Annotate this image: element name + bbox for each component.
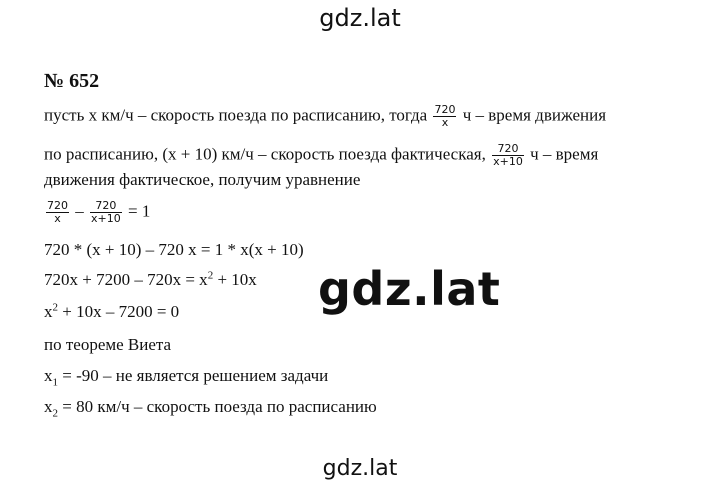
text-line-1	[44, 104, 606, 129]
exponent: 2	[207, 269, 214, 282]
line2-text-b: ч – время	[530, 144, 599, 164]
fraction-denominator: x	[441, 116, 449, 129]
equation-rhs: = 1	[127, 201, 151, 221]
subscript: 1	[52, 376, 58, 389]
line9-part-b: = -90 – не является решением задачи	[58, 366, 329, 385]
equation-fraction-1	[46, 200, 69, 225]
line7-part-b: + 10x – 7200 = 0	[58, 302, 180, 321]
fraction-denominator: x+10	[91, 212, 121, 225]
line10-part-b: = 80 км/ч – скорость поезда по расписанию	[58, 397, 377, 416]
line6-part-b: + 10x	[213, 270, 257, 289]
problem-number: № 652	[44, 70, 100, 92]
line9-part-a: x	[44, 366, 53, 385]
fraction-numerator: 720	[47, 199, 68, 212]
fraction-numerator: 720	[90, 200, 122, 213]
subscript: 2	[52, 407, 58, 420]
text-line-9	[44, 366, 329, 389]
fraction-numerator: 720	[434, 103, 456, 116]
equation-fraction-2	[90, 200, 122, 225]
fraction-denominator: x+10	[493, 155, 523, 168]
line7-part-a: x	[44, 302, 53, 321]
text-line-5: 720 * (x + 10) – 720 x = 1 * x(x + 10)	[44, 240, 304, 259]
text-line-8: по теореме Виета	[44, 335, 172, 354]
text-line-2	[44, 143, 598, 168]
line1-text-b: ч – время движения	[462, 105, 607, 125]
text-line-3: движения фактическое, получим уравнение	[44, 170, 361, 189]
watermark-top: gdz.lat	[319, 4, 401, 32]
watermark-bottom: gdz.lat	[322, 456, 398, 481]
minus-sign: –	[75, 201, 84, 221]
fraction-denominator: x	[54, 212, 61, 225]
fraction-720-over-x	[433, 104, 456, 129]
text-line-6	[44, 270, 257, 290]
watermark-middle: gdz.lat	[318, 262, 501, 316]
equation-line	[44, 200, 150, 225]
exponent: 2	[52, 301, 58, 314]
fraction-numerator: 720	[492, 143, 524, 156]
text-line-10	[44, 397, 377, 420]
line6-part-a: 720x + 7200 – 720x = x	[44, 270, 208, 289]
text-line-7	[44, 302, 179, 322]
line10-part-a: x	[44, 397, 53, 416]
fraction-720-over-x-plus-10	[492, 143, 524, 168]
line1-text-a: пусть x км/ч – скорость поезда по расписанию, тогда	[44, 105, 428, 125]
line2-text-a: по расписанию, (x + 10) км/ч – скорость поезда фактическая,	[44, 144, 486, 164]
